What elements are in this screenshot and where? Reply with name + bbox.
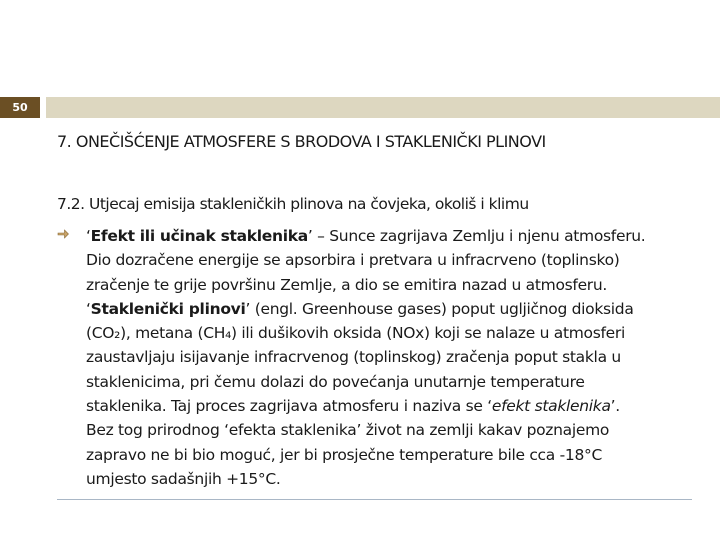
bottom-divider [57, 499, 692, 500]
paragraph-line-6: zaustavljaju isijavanje infracrvenog (toplinskog) zračenja poput stakla u [86, 348, 621, 367]
term-greenhouse-gases: Staklenički plinovi [90, 299, 246, 318]
term-efekt-staklenika: efekt staklenika [491, 397, 611, 416]
quote-mark: ‘ [86, 299, 91, 318]
paragraph-line-2: Dio dozračene energije se apsorbira i pretvara u infracrveno (toplinsko) [86, 251, 620, 270]
page-number: 50 [0, 97, 40, 118]
paragraph-line-10: zapravo ne bi bio moguć, jer bi prosječne temperature bile cca -18°C [86, 445, 602, 464]
right-arrow-icon [57, 227, 69, 241]
text-segment: ’. [610, 397, 620, 416]
paragraph-line-1 [86, 224, 686, 248]
paragraph-line-3: zračenje te grije površinu Zemlje, a dio se emitira nazad u atmosferu. [86, 275, 608, 294]
quote-mark: ‘ [86, 227, 91, 245]
paragraph-line-5: (CO₂), metana (CH₄) ili dušikovih oksida (NOx) koji se nalaze u atmosferi [86, 324, 625, 343]
subsection-heading: 7.2. Utjecaj emisija stakleničkih plinova na čovjeka, okoliš i klimu [57, 195, 529, 213]
paragraph-line-4 [86, 297, 686, 321]
paragraph-line-9: Bez tog prirodnog ‘efekta staklenika’ život na zemlji kakav poznajemo [86, 421, 610, 440]
paragraph [86, 224, 686, 491]
paragraph-line-8 [86, 394, 686, 418]
section-heading: 7. ONEČIŠĆENJE ATMOSFERE S BRODOVA I STAKLENIČKI PLINOVI [57, 132, 546, 151]
text-segment: ’ – Sunce zagrijava Zemlju i njenu atmosferu. [307, 227, 646, 245]
header-bar [46, 97, 720, 118]
term-greenhouse-effect: Efekt ili učinak staklenika [90, 227, 308, 245]
text-segment: ’ (engl. Greenhouse gases) poput ugljičnog dioksida [245, 299, 634, 318]
paragraph-line-7: staklenicima, pri čemu dolazi do povećanja unutarnje temperature [86, 372, 585, 391]
text-segment: staklenika. Taj proces zagrijava atmosferu i naziva se ‘ [86, 397, 492, 416]
paragraph-line-11: umjesto sadašnjih +15°C. [86, 469, 281, 488]
